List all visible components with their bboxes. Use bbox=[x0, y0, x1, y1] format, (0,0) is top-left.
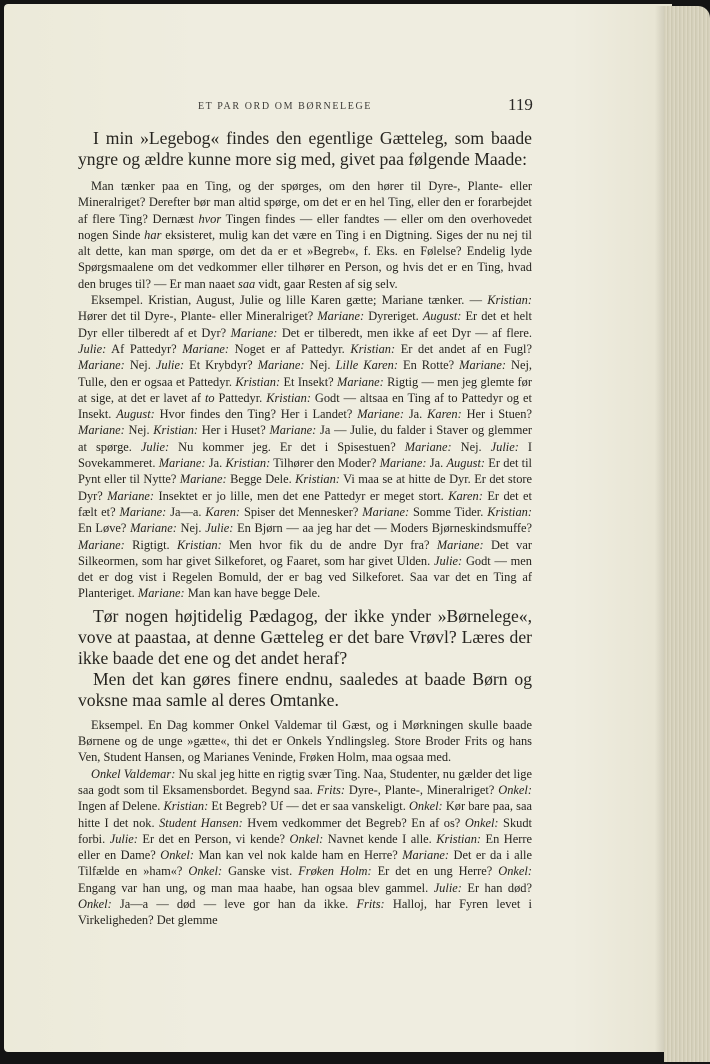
italic-run: Karen: bbox=[448, 488, 483, 503]
italic-run: Kristian: bbox=[487, 504, 532, 519]
text-run: Ja. bbox=[205, 456, 226, 471]
italic-run: Onkel: bbox=[498, 864, 532, 879]
text-run: Her i Huset? bbox=[198, 423, 270, 438]
italic-run: August: bbox=[422, 309, 462, 324]
italic-run: Lille Karen: bbox=[335, 358, 398, 373]
text-run: Halloj, har Fyren levet i Virkeligheden? Det glemme bbox=[78, 896, 532, 928]
italic-run: Kristian: bbox=[176, 537, 222, 552]
text-run: Insektet er jo lille, men det ene Pattedyr er meget stort. bbox=[154, 488, 449, 503]
text-run: Er det et helt Dyr eller tilberedt af et Dyr? bbox=[78, 309, 532, 340]
text-run: Pattedyr. bbox=[214, 390, 267, 405]
text-run: Det var Silkeormen, som har givet Silkeforet, og Faaret, som har givet Ulden. bbox=[78, 537, 532, 568]
text-run: Tilhører den Moder? bbox=[270, 456, 380, 471]
italic-run: Mariane: bbox=[119, 504, 167, 519]
text-run: Et Insekt? bbox=[280, 374, 337, 389]
text-run: Godt — men det er dog vist i Regelen Bomuld, der er bag ved Silkeforet. Saa var det en Ting af Planteriget. bbox=[78, 553, 532, 601]
text-run: En Løve? bbox=[78, 521, 131, 536]
text-run: Begge Dele. bbox=[226, 472, 296, 487]
text-run: Det er tilberedt, men ikke af eet Dyr — af flere. bbox=[277, 325, 532, 340]
italic-run: Mariane: bbox=[182, 341, 230, 356]
text-run: Engang var han ung, og man maa haabe, han ogsaa blev gammel. bbox=[78, 880, 434, 895]
italic-run: Kristian: bbox=[436, 831, 482, 846]
text-run: Spiser det Mennesker? bbox=[240, 504, 363, 519]
italic-run: Mariane: bbox=[402, 848, 450, 863]
italic-run: Kristian: bbox=[153, 423, 199, 438]
italic-run: Mariane: bbox=[130, 521, 177, 536]
text-run: Man tænker paa en Ting, og der spørges, om den hører til Dyre-, Plante- eller Mineralriget? Derefter bør man altid spørge, om det er en hel Ting, eller den er forarbejdet af flere Ting? Dernæst bbox=[78, 179, 532, 226]
text-run: Kør bare paa, saa hitte I det nok. bbox=[78, 799, 532, 830]
text-run: Eksempel. Kristian, August, Julie og lille Karen gætte; Mariane tænker. — bbox=[91, 293, 488, 308]
italic-run: Kristian: bbox=[295, 472, 340, 487]
italic-run: Julie: bbox=[140, 439, 170, 454]
paragraph-rules bbox=[78, 178, 532, 292]
italic-run: Frøken Holm: bbox=[298, 864, 372, 879]
italic-run: Karen: bbox=[205, 504, 241, 519]
italic-run: Karen: bbox=[427, 407, 462, 422]
text-run: Nu skal jeg hitte en rigtig svær Ting. Naa, Studenter, nu gælder det lige saa godt som til Eksamensbordet. Begynd saa. bbox=[78, 766, 532, 797]
text-run: vidt, gaar Resten af sig selv. bbox=[255, 276, 398, 291]
text-run: Nej, Tulle, den er ogsaa et Pattedyr. bbox=[78, 358, 533, 389]
italic-run: hvor bbox=[198, 211, 222, 226]
italic-run: Mariane: bbox=[230, 325, 278, 340]
text-run: Dyre-, Plante-, Mineralriget? bbox=[344, 782, 499, 797]
italic-run: August: bbox=[116, 407, 155, 422]
text-run: Ja. bbox=[404, 407, 428, 422]
text-run: Et Krybdyr? bbox=[184, 358, 258, 373]
text-run: Hvem vedkommer det Begreb? En af os? bbox=[242, 815, 465, 830]
italic-run: Frits: bbox=[316, 782, 345, 797]
text-run: Rigtigt. bbox=[124, 537, 177, 552]
page-edges bbox=[664, 6, 710, 1062]
text-run: Et Begreb? Uf — det er saa vanskeligt. bbox=[208, 799, 409, 814]
italic-run: Kristian: bbox=[163, 799, 209, 814]
text-run: Men det kan gøres finere endnu, saaledes at baade Børn og voksne maa samle al deres Omtanke. bbox=[78, 668, 532, 710]
italic-run: Onkel: bbox=[464, 815, 499, 830]
italic-run: Julie: bbox=[490, 439, 519, 454]
text-run: Ja—a — død — leve gor han da ikke. bbox=[111, 896, 357, 911]
text-run: Nej. bbox=[124, 358, 156, 373]
italic-run: Mariane: bbox=[379, 456, 427, 471]
italic-run: Mariane: bbox=[357, 407, 405, 422]
italic-run: Julie: bbox=[433, 553, 463, 568]
text-run: Noget er af Pattedyr. bbox=[229, 341, 351, 356]
text-run: Skudt forbi. bbox=[78, 815, 532, 846]
italic-run: Frits: bbox=[356, 896, 385, 911]
paragraph-example bbox=[78, 717, 532, 766]
italic-run: har bbox=[144, 227, 162, 242]
text-run: Er det en Person, vi kende? bbox=[137, 831, 290, 846]
text-run: Er det til Pynt eller til Nytte? bbox=[78, 456, 533, 487]
italic-run: Onkel: bbox=[188, 864, 223, 879]
italic-run: Kristian: bbox=[487, 293, 532, 308]
text-run: I Sovekammeret. bbox=[78, 439, 533, 471]
text-run: En Herre eller en Dame? bbox=[78, 831, 533, 863]
italic-run: Mariane: bbox=[337, 374, 384, 389]
italic-run: Mariane: bbox=[269, 423, 317, 438]
italic-run: August: bbox=[446, 456, 486, 471]
text-run: Ja — Julie, du falder i Staver og glemmer at spørge. bbox=[78, 423, 532, 454]
text-run: Hører det til Dyre-, Plante- eller Mineralriget? bbox=[78, 309, 318, 324]
paragraph-example bbox=[78, 292, 532, 602]
italic-run: Student Hansen: bbox=[159, 815, 243, 830]
paragraph-dialogue bbox=[78, 766, 532, 929]
italic-run: Mariane: bbox=[362, 504, 410, 519]
text-run: Vi maa se at hitte de Dyr. Er det store Dyr? bbox=[78, 472, 533, 503]
text-run: Ja—a. bbox=[166, 504, 206, 519]
text-run: Somme Tider. bbox=[409, 504, 488, 519]
italic-run: Mariane: bbox=[158, 456, 206, 471]
italic-run: Mariane: bbox=[179, 472, 227, 487]
text-run: Ingen af Delene. bbox=[78, 799, 164, 814]
italic-run: Mariane: bbox=[137, 586, 185, 601]
body-text bbox=[78, 128, 532, 929]
text-run: Nej. bbox=[451, 439, 491, 454]
italic-run: saa bbox=[238, 276, 256, 291]
text-run: Navnet kende I alle. bbox=[323, 831, 437, 846]
italic-run: Mariane: bbox=[317, 309, 365, 324]
italic-run: Julie: bbox=[78, 341, 107, 356]
paragraph-lead bbox=[78, 669, 532, 711]
text-run: En Rotte? bbox=[397, 358, 460, 373]
text-run: I min »Legebog« findes den egentlige Gætteleg, som baade yngre og ældre kunne more sig med, givet paa følgende Maade: bbox=[78, 128, 532, 169]
page-number: 119 bbox=[508, 95, 533, 114]
italic-run: Mariane: bbox=[107, 488, 155, 503]
italic-run: Mariane: bbox=[436, 537, 484, 552]
text-run: Man kan have begge Dele. bbox=[184, 586, 321, 601]
text-run: Her i Stuen? bbox=[461, 407, 532, 422]
text-run: Tør nogen højtidelig Pædagog, der ikke ynder »Børnelege«, vove at paastaa, at denne Gætteleg er det bare Vrøvl? Læres der ikke baade det ene og det andet heraf? bbox=[78, 605, 532, 668]
text-run: Eksempel. En Dag kommer Onkel Valdemar til Gæst, og i Mørkningen skulle baade Børnene og de unge »gætte«, thi det er Onkels Yndlingsleg. Store Broder Frits og hans Ven, Student Hansen, og Marianes Veninde, Frøken Holm, maa ogsaa med. bbox=[78, 717, 532, 765]
text-run: Ja. bbox=[426, 456, 447, 471]
italic-run: Onkel: bbox=[498, 782, 532, 797]
text-run: Nej. bbox=[176, 521, 206, 536]
text-run: Af Pattedyr? bbox=[106, 341, 183, 356]
text-run: Dyreriget. bbox=[364, 309, 423, 324]
italic-run: Julie: bbox=[433, 880, 462, 895]
italic-run: Julie: bbox=[155, 358, 185, 373]
paragraph-lead bbox=[78, 128, 532, 170]
text-run: En Bjørn — aa jeg har det — Moders Bjørneskindsmuffe? bbox=[233, 521, 533, 536]
text-run: Men hvor fik du de andre Dyr fra? bbox=[221, 537, 437, 552]
text-run: Man kan vel nok kalde ham en Herre? bbox=[193, 848, 403, 863]
text-run: Nej. bbox=[124, 423, 154, 438]
text-run: eksisteret, mulig kan det være en Ting i en Digtning. Siges der nu nej til alt dette, kan man spørge, om det da er et »Begreb«, f. Eks. en Følelse? Endelig lyde Spørgsmaalene om det vedkommer eller tilhører en Person, og hvis det er en Ting, hvad den bruges til? — Er man naaet bbox=[78, 227, 533, 291]
text-run: Er det andet af en Fugl? bbox=[395, 341, 532, 356]
italic-run: Kristian: bbox=[225, 456, 271, 471]
text-run: Er det et fælt et? bbox=[78, 488, 532, 519]
italic-run: Mariane: bbox=[78, 537, 125, 552]
italic-run: Onkel: bbox=[408, 799, 443, 814]
italic-run: Kristian: bbox=[350, 341, 396, 356]
italic-run: Mariane: bbox=[78, 423, 125, 438]
text-run: Er det en ung Herre? bbox=[371, 864, 499, 879]
italic-run: Kristian: bbox=[266, 390, 311, 405]
italic-run: Mariane: bbox=[459, 358, 506, 373]
text-run: Er han død? bbox=[461, 880, 532, 895]
text-run: Nu kommer jeg. Er det i Spisestuen? bbox=[169, 439, 405, 454]
text-run: Rigtig — men jeg glemte før at sige, at det er lavet af bbox=[78, 374, 532, 405]
italic-run: Mariane: bbox=[257, 358, 305, 373]
running-head: ET PAR ORD OM BØRNELEGE bbox=[197, 101, 373, 112]
italic-run: Julie: bbox=[205, 521, 234, 536]
italic-run: Mariane: bbox=[404, 439, 452, 454]
italic-run: Mariane: bbox=[78, 358, 125, 373]
italic-run: Onkel Valdemar: bbox=[91, 766, 176, 781]
paragraph-question bbox=[78, 606, 532, 669]
italic-run: Kristian: bbox=[235, 374, 281, 389]
text-run: Nej. bbox=[304, 358, 336, 373]
text-run: Godt — altsaa en Ting af to Pattedyr og et Insekt. bbox=[78, 390, 533, 422]
italic-run: to bbox=[204, 390, 215, 405]
text-run: Ganske vist. bbox=[222, 864, 299, 879]
text-run: Hvor findes den Ting? Her i Landet? bbox=[154, 407, 358, 422]
italic-run: Onkel: bbox=[78, 896, 112, 911]
text-run: Tingen findes — eller fandtes — eller om den overhovedet nogen Sinde bbox=[78, 211, 533, 242]
italic-run: Onkel: bbox=[160, 848, 194, 863]
italic-run: Julie: bbox=[109, 831, 138, 846]
italic-run: Onkel: bbox=[289, 831, 324, 846]
text-run: Det er da i alle Tilfælde en »ham«? bbox=[78, 848, 532, 879]
